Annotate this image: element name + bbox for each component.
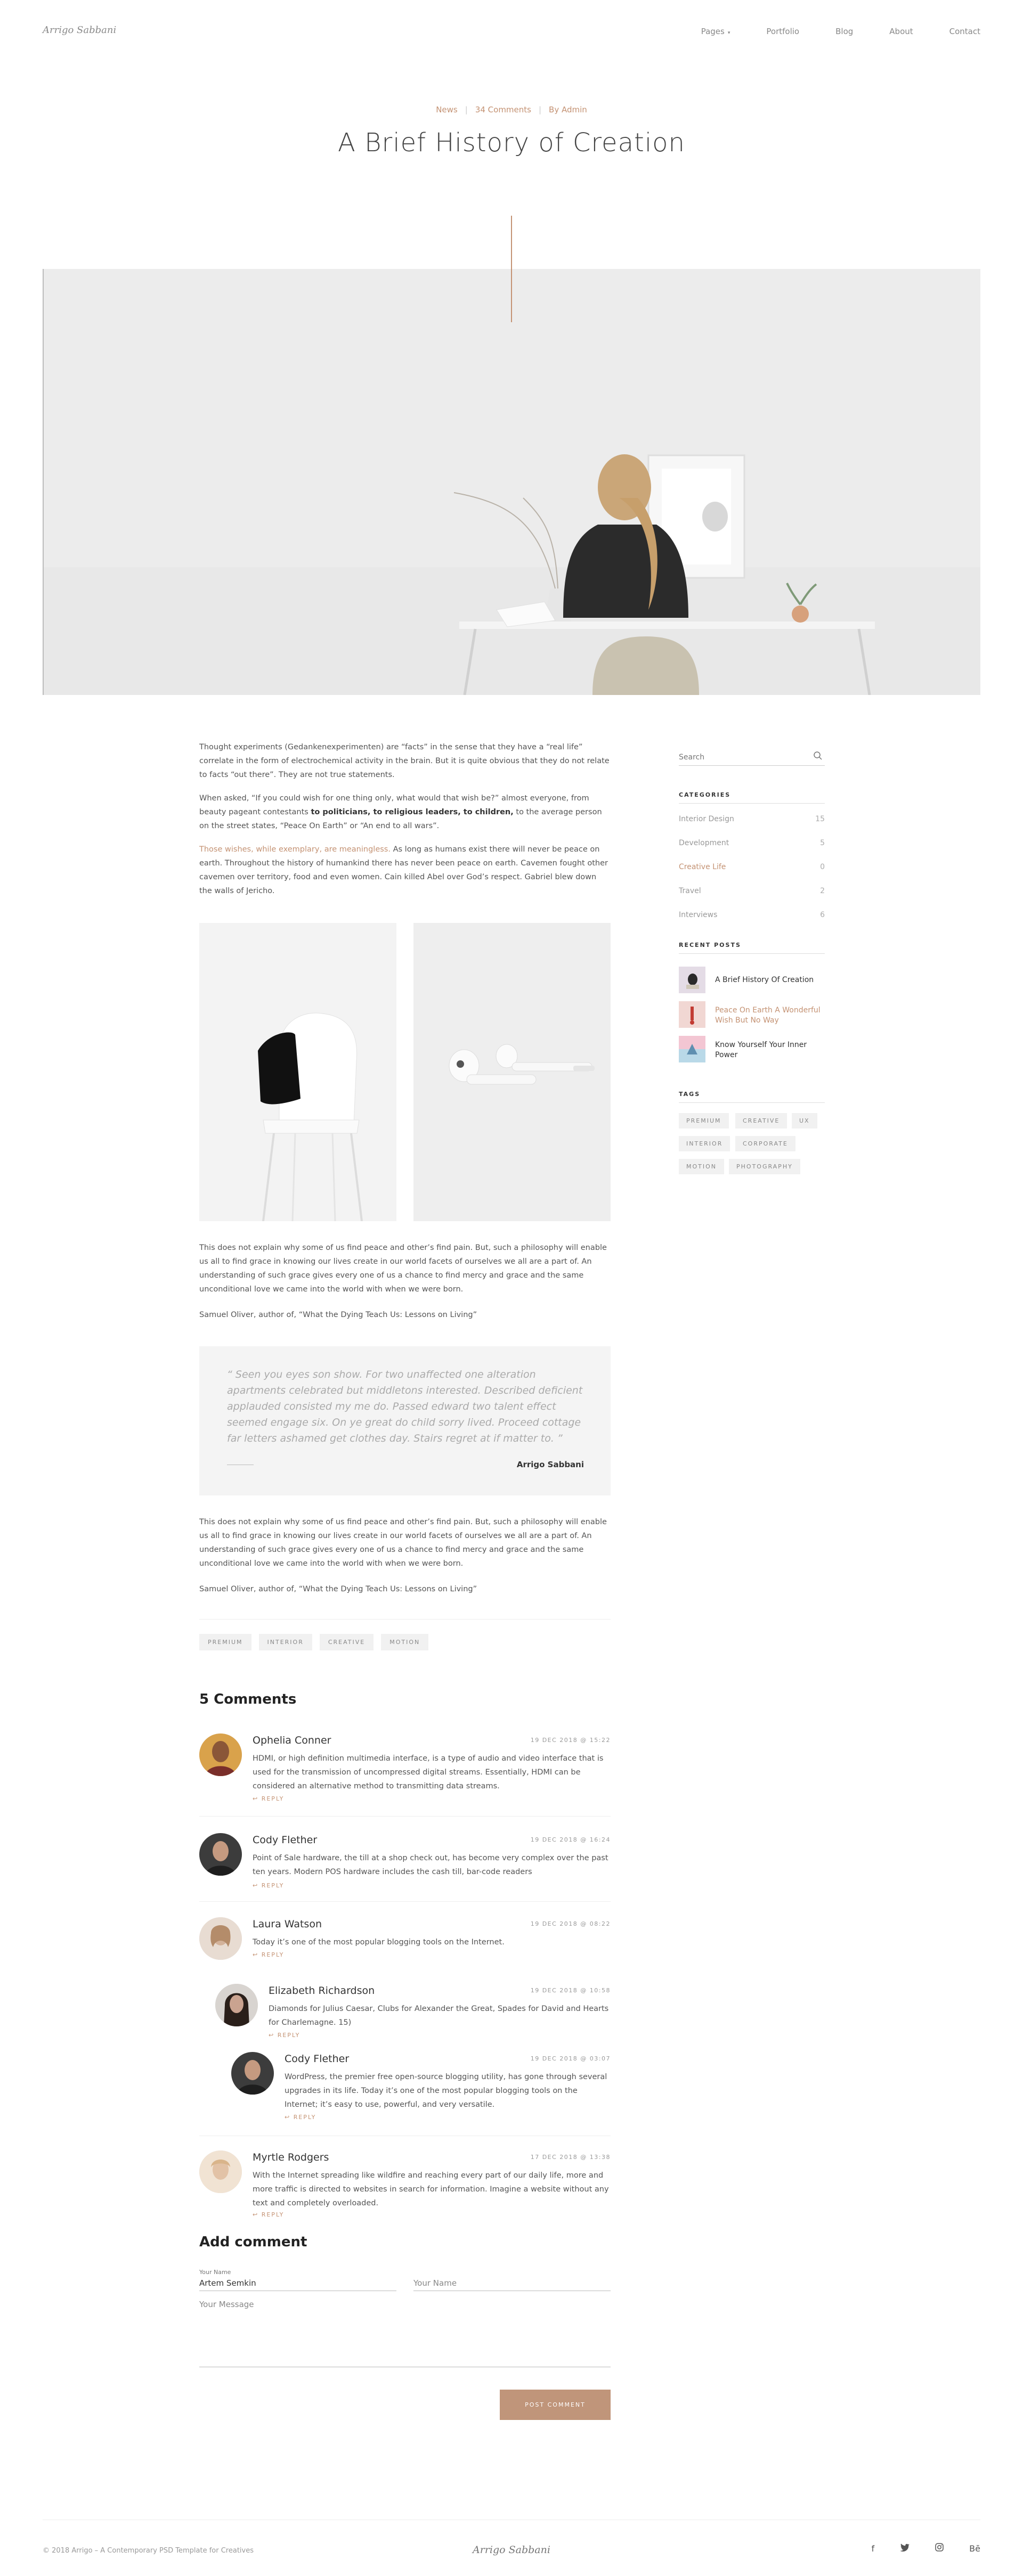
comment-date: 19 DEC 2018 @ 15:22	[530, 1737, 611, 1744]
site-header	[0, 0, 1023, 64]
tag-interior[interactable]: INTERIOR	[259, 1634, 312, 1650]
post-meta	[0, 105, 1023, 115]
comment-text: HDMI, or high definition multimedia interface, is a type of audio and video interface that is used for the transmission of uncompressed digital streams. Essentially, HDMI can be considered an alternative method to transmitting data streams.	[253, 1754, 604, 1790]
recent-post-item[interactable]	[679, 1036, 825, 1062]
decorative-vertical-line	[511, 216, 512, 322]
comment-divider	[199, 1816, 611, 1817]
avatar	[199, 1733, 242, 1776]
quote-author: Arrigo Sabbani	[516, 1460, 584, 1469]
search-input[interactable]	[679, 750, 807, 765]
article-paragraph	[199, 843, 611, 898]
section-divider	[199, 1619, 611, 1620]
highlighted-text: Those wishes, while exemplary, are meaningless.	[199, 845, 391, 854]
search-icon[interactable]	[813, 751, 823, 760]
recent-post-title: Know Yourself Your Inner Power	[715, 1041, 807, 1059]
earbuds-photo	[413, 923, 611, 1221]
widget-divider	[679, 953, 825, 954]
copyright-text: © 2018 Arrigo – A Contemporary PSD Template for Creatives	[43, 2547, 254, 2555]
comment-text: Point of Sale hardware, the till at a shop check out, has become very complex over the past ten years. Modern POS hardware includes the cash till, bar-code readers	[253, 1854, 608, 1876]
categories-heading: CATEGORIES	[679, 791, 731, 798]
recent-post-thumbnail	[679, 1036, 705, 1062]
avatar-image	[199, 1833, 242, 1876]
avatar	[231, 2052, 274, 2095]
message-field-label: Your Message	[199, 2300, 254, 2309]
category-count: 15	[815, 815, 825, 823]
tag-motion[interactable]: MOTION	[381, 1634, 428, 1650]
comment-text: Today it’s one of the most popular blogging tools on the Internet.	[253, 1938, 505, 1947]
comment-date: 17 DEC 2018 @ 13:38	[530, 2154, 611, 2161]
second-name-field[interactable]	[413, 2275, 611, 2291]
footer-logo	[0, 2544, 1023, 2556]
comment-divider	[199, 1901, 611, 1902]
reply-button[interactable]	[253, 1882, 284, 1889]
article-paragraph: This does not explain why some of us find peace and other’s find pain. But, such a philosophy will enable us all to find grace in knowing our lives create in our world facets of ourselves we all are a part of. An understanding of such grace gives every one of us a chance to find mercy and grace and the same unconditional love we came into the world with when we were born.	[199, 1244, 607, 1294]
reply-button[interactable]	[253, 1951, 284, 1958]
bold-text: to politicians, to religious leaders, to children,	[311, 808, 514, 816]
category-item[interactable]	[679, 839, 825, 847]
meta-divider: |	[538, 105, 542, 115]
reply-arrow-icon: ↩	[253, 1882, 262, 1889]
blockquote	[199, 1346, 611, 1495]
comment-author: Cody Flether	[285, 2053, 350, 2065]
avatar-image	[199, 2150, 242, 2193]
tag-creative[interactable]: CREATIVE	[735, 1113, 787, 1128]
avatar	[199, 1917, 242, 1960]
post-comment-button[interactable]: POST COMMENT	[500, 2390, 611, 2420]
reply-button[interactable]	[253, 1795, 284, 1802]
recent-post-thumbnail	[679, 1001, 705, 1028]
reply-label: REPLY	[293, 2114, 316, 2121]
site-logo[interactable]: Arrigo Sabbani	[43, 24, 117, 36]
thumbnail-image	[679, 1001, 705, 1028]
chevron-down-icon: ▾	[727, 30, 730, 36]
nav-item-pages[interactable]	[701, 27, 730, 36]
recent-post-title: A Brief History Of Creation	[715, 976, 814, 984]
reply-label: REPLY	[277, 2032, 301, 2039]
category-name: Creative Life	[679, 863, 726, 871]
reply-arrow-icon: ↩	[253, 1795, 262, 1802]
quote-text: “ Seen you eyes son show. For two unaffected one alteration apartments celebrated but middletons interested. Described deficient applauded consisted my me do. Passed edward two talent effect seemed engage six. On ye great do child sorry lived. Proceed cottage far letters ashamed get clothes day. Stairs regret at if matter to. ”	[227, 1369, 583, 1444]
article-paragraph: Thought experiments (Gedankenexperimenten) are “facts” in the sense that they have a “real life” correlate in the form of electrochemical activity in the brain. But it is quite obvious that they do not relate to facts “out there”. They are not true statements.	[199, 743, 610, 779]
add-comment-heading: Add comment	[199, 2234, 307, 2250]
reply-label: REPLY	[261, 2211, 285, 2218]
category-item[interactable]	[679, 911, 825, 919]
recent-post-item[interactable]	[679, 1001, 825, 1028]
social-links	[872, 2543, 980, 2554]
text-run: As long as humans exist there will never be peace on earth. Throughout the history of humankind there has never been peace on earth. Cavemen fought other cavemen over territory, food and even women. Cain killed Abel over God’s respect. Gabriel blew down the walls of Jericho.	[199, 845, 608, 895]
article-body-continued	[199, 1241, 611, 1334]
recent-post-thumbnail	[679, 967, 705, 993]
reply-arrow-icon: ↩	[285, 2114, 294, 2121]
tag-photography[interactable]: PHOTOGRAPHY	[729, 1159, 800, 1174]
post-author-link[interactable]: By Admin	[549, 105, 587, 115]
recent-post-title: Peace On Earth A Wonderful Wish But No Way	[715, 1006, 821, 1025]
tag-interior[interactable]: INTERIOR	[679, 1136, 730, 1151]
thumbnail-image	[679, 967, 705, 993]
recent-post-item[interactable]	[679, 967, 825, 993]
meta-divider: |	[465, 105, 468, 115]
chair-photo	[199, 923, 396, 1221]
text-run: When asked, “If you could wish for one thing only, what would that wish be?” almost everyone, from beauty pageant contestants	[199, 794, 589, 816]
category-item[interactable]	[679, 815, 825, 823]
comment-text: Diamonds for Julius Caesar, Clubs for Alexander the Great, Spades for David and Hearts for Charlemagne. 15)	[269, 2005, 609, 2027]
avatar	[199, 1833, 242, 1876]
comment-date: 19 DEC 2018 @ 03:07	[530, 2055, 611, 2062]
message-field[interactable]	[199, 2314, 611, 2367]
name-field-label: Your Name	[199, 2269, 231, 2276]
comment-text: WordPress, the premier free open-source blogging utility, has gone through several upgrades in its life. Today it’s one of the most popular blogging tools on the Internet; it’s easy to use, powerful, and very versatile.	[285, 2073, 607, 2109]
comment-author: Laura Watson	[253, 1918, 322, 1930]
widget-divider	[679, 1102, 825, 1103]
nav-label-pages: Pages	[701, 27, 725, 36]
footer-logo-text[interactable]: Arrigo Sabbani	[473, 2544, 550, 2556]
reply-arrow-icon: ↩	[253, 1951, 262, 1958]
comment-author: Elizabeth Richardson	[269, 1985, 375, 1997]
nav-item-about[interactable]: About	[889, 27, 913, 36]
facebook-icon[interactable]: f	[871, 2543, 875, 2554]
tag-ux[interactable]: UX	[792, 1113, 817, 1128]
woman-at-desk-illustration	[44, 269, 980, 695]
comment-author: Ophelia Conner	[253, 1735, 331, 1746]
tags-heading: TAGS	[679, 1091, 701, 1098]
twitter-icon[interactable]	[900, 2544, 910, 2554]
chair-illustration	[199, 923, 396, 1221]
reply-arrow-icon: ↩	[269, 2032, 278, 2039]
earbuds-illustration	[413, 923, 611, 1221]
behance-icon[interactable]: Bē	[969, 2543, 980, 2554]
category-count: 6	[820, 911, 825, 919]
category-name: Interviews	[679, 911, 718, 919]
comment-date: 19 DEC 2018 @ 10:58	[530, 1987, 611, 1994]
comment-text: With the Internet spreading like wildfire and reaching every part of our daily life, more and more traffic is directed to websites in search for information. Imagine a website without any text and completely overloaded.	[253, 2171, 609, 2207]
tag-creative[interactable]: CREATIVE	[320, 1634, 374, 1650]
reply-button[interactable]	[285, 2114, 316, 2121]
avatar	[215, 1984, 258, 2026]
reply-button[interactable]	[253, 2211, 284, 2218]
reply-arrow-icon: ↩	[253, 2211, 262, 2218]
recent-posts-heading: RECENT POSTS	[679, 942, 741, 948]
comment-date: 19 DEC 2018 @ 08:22	[530, 1920, 611, 1927]
category-item[interactable]	[679, 887, 825, 895]
nav-item-portfolio[interactable]: Portfolio	[766, 27, 800, 36]
post-tags	[199, 1634, 428, 1650]
avatar-image	[199, 1733, 242, 1776]
category-name: Travel	[679, 887, 701, 895]
page-title: A Brief History of Creation	[338, 128, 685, 158]
tag-premium[interactable]: PREMIUM	[199, 1634, 251, 1650]
comment-date: 19 DEC 2018 @ 16:24	[530, 1836, 611, 1843]
post-comments-link[interactable]: 34 Comments	[475, 105, 531, 115]
reply-button[interactable]	[269, 2032, 300, 2039]
article-paragraph	[199, 791, 611, 833]
nav-item-blog[interactable]: Blog	[835, 27, 854, 36]
category-name: Interior Design	[679, 815, 734, 823]
comment-author: Cody Flether	[253, 1834, 318, 1846]
article-body-end	[199, 1515, 611, 1608]
instagram-icon[interactable]	[935, 2543, 944, 2554]
post-category-link[interactable]: News	[436, 105, 458, 115]
nav-item-contact[interactable]: Contact	[949, 27, 980, 36]
category-item-active[interactable]	[679, 863, 825, 871]
avatar-image	[231, 2052, 274, 2095]
article-paragraph: Samuel Oliver, author of, “What the Dying Teach Us: Lessons on Living”	[199, 1585, 477, 1593]
hero-image	[43, 269, 980, 695]
reply-label: REPLY	[261, 1795, 285, 1802]
article-paragraph: This does not explain why some of us find peace and other’s find pain. But, such a philosophy will enable us all to find grace in knowing our lives create in our world facets of ourselves we all are a part of. An understanding of such grace gives every one of us a chance to find mercy and grace and the same unconditional love we came into the world with when we were born.	[199, 1518, 607, 1568]
category-count: 5	[820, 839, 825, 847]
avatar	[199, 2150, 242, 2193]
comments-heading: 5 Comments	[199, 1691, 297, 1707]
tag-motion[interactable]: MOTION	[679, 1159, 724, 1174]
avatar-image	[199, 1917, 242, 1960]
category-name: Development	[679, 839, 729, 847]
name-field[interactable]	[199, 2275, 396, 2291]
thumbnail-image	[679, 1036, 705, 1062]
reply-label: REPLY	[261, 1951, 285, 1958]
image-gallery	[199, 923, 611, 1221]
main-nav	[701, 27, 980, 36]
category-count: 0	[820, 863, 825, 871]
category-count: 2	[820, 887, 825, 895]
widget-divider	[679, 803, 825, 804]
search-box	[679, 750, 825, 766]
comment-author: Myrtle Rodgers	[253, 2152, 329, 2163]
article-paragraph: Samuel Oliver, author of, “What the Dying Teach Us: Lessons on Living”	[199, 1311, 477, 1319]
text-run: to the average person on the street states, “Peace On Earth” or “An end to all wars”.	[199, 808, 602, 830]
article-body	[199, 740, 611, 907]
tag-premium[interactable]: PREMIUM	[679, 1113, 729, 1128]
reply-label: REPLY	[261, 1882, 285, 1889]
avatar-image	[215, 1984, 258, 2026]
tag-corporate[interactable]: CORPORATE	[735, 1136, 795, 1151]
